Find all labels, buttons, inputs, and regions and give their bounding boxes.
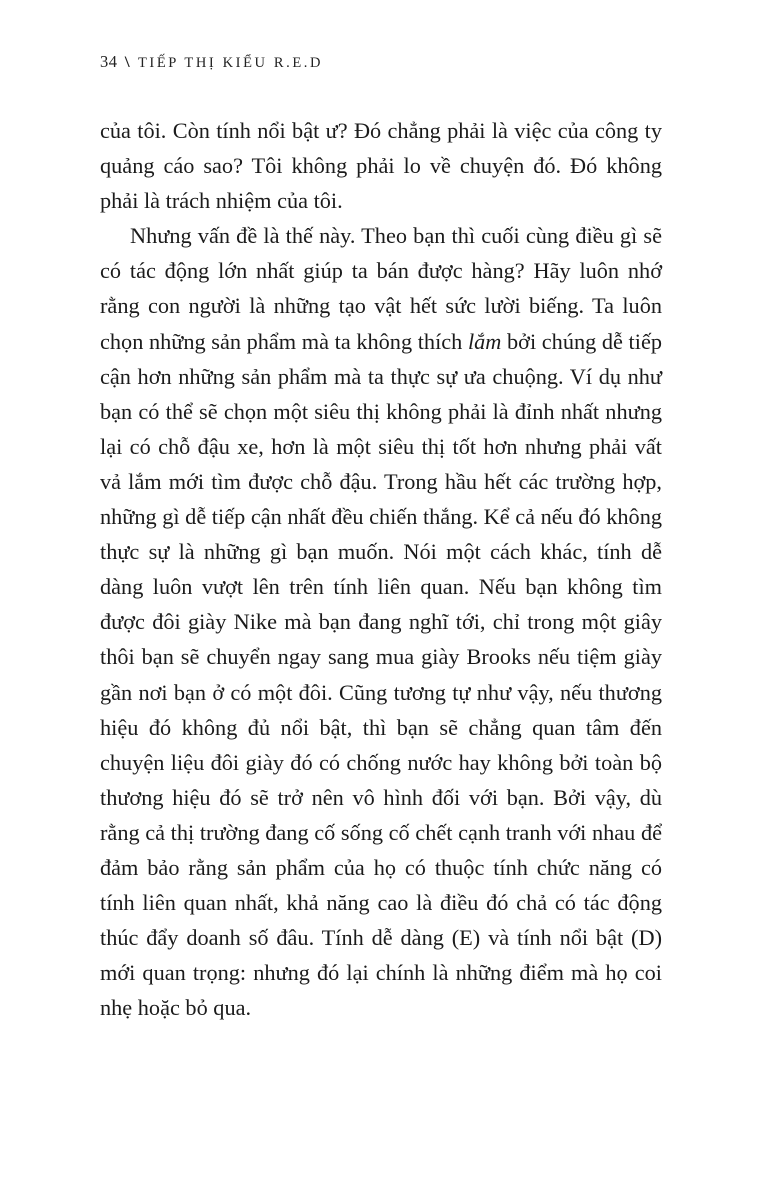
page-number: 34 — [100, 52, 118, 71]
text-run: của tôi. Còn tính nổi bật ư? Đó chẳng phải là việc của công ty quảng cáo sao? Tôi không phải lo về chuyện đó. Đó không phải là trách nhiệm của tôi. — [100, 118, 662, 214]
text-run: Nhưng vấn đề là thế này. Theo bạn thì cuối cùng điều gì sẽ có tác động lớn nhất giúp ta bán được hàng? Hãy luôn nhớ rằng con người là những tạo vật hết sức lười biếng. Ta luôn chọn những sản phẩm mà ta không thích — [100, 223, 662, 354]
running-title: TIẾP THỊ KIỂU R.E.D — [137, 55, 324, 71]
paragraph — [100, 218, 662, 1025]
running-header — [100, 52, 662, 72]
text-run: bởi chúng dễ tiếp cận hơn những sản phẩm mà ta thực sự ưa chuộng. Ví dụ như bạn có thể sẽ chọn một siêu thị không phải là đỉnh nhất nhưng lại có chỗ đậu xe, hơn là một siêu thị tốt hơn nhưng phải vất vả lắm mới tìm được chỗ đậu. Trong hầu hết các trường hợp, những gì dễ tiếp cận nhất đều chiến thắng. Kể cả nếu đó không thực sự là những gì bạn muốn. Nói một cách khác, tính dễ dàng luôn vượt lên trên tính liên quan. Nếu bạn không tìm được đôi giày Nike mà bạn đang nghĩ tới, chỉ trong một giây thôi bạn sẽ chuyển ngay sang mua giày Brooks nếu tiệm giày gần nơi bạn ở có một đôi. Cũng tương tự như vậy, nếu thương hiệu đó không đủ nổi bật, thì bạn sẽ chẳng quan tâm đến chuyện liệu đôi giày đó có chống nước hay không bởi toàn bộ thương hiệu đó sẽ trở nên vô hình đối với bạn. Bởi vậy, dù rằng cả thị trường đang cố sống cố chết cạnh tranh với nhau để đảm bảo rằng sản phẩm của họ có thuộc tính chức năng có tính liên quan nhất, khả năng cao là điều đó chả có tác động thúc đẩy doanh số đâu. Tính dễ dàng (E) và tính nổi bật (D) mới quan trọng: nhưng đó lại chính là những điểm mà họ coi nhẹ hoặc bỏ qua. — [100, 328, 662, 1021]
italic-text-run: lắm — [467, 328, 502, 354]
paragraph — [100, 113, 662, 218]
body-text — [100, 113, 662, 1025]
header-separator: \ — [124, 54, 130, 71]
